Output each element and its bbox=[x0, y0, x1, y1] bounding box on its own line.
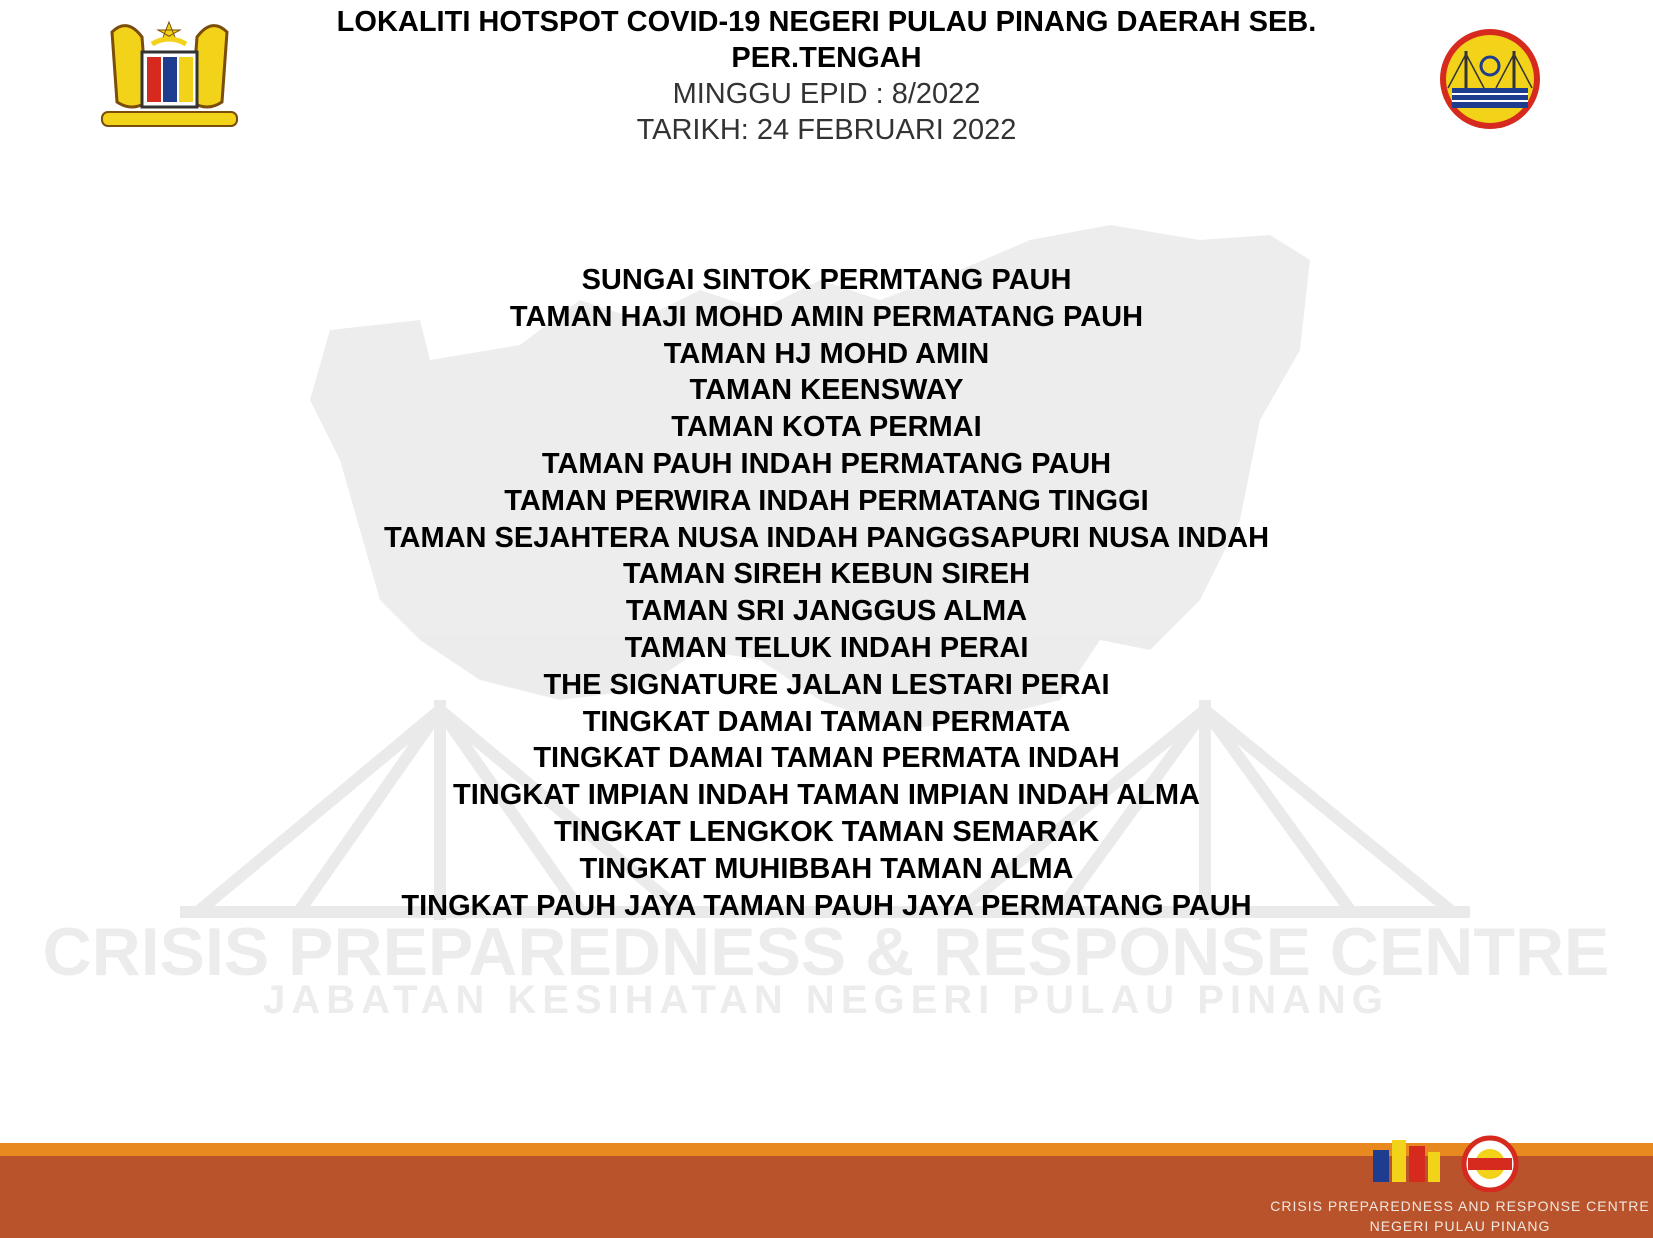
locality-item: SUNGAI SINTOK PERMTANG PAUH bbox=[581, 264, 1072, 296]
footer-line2: NEGERI PULAU PINANG bbox=[1369, 1218, 1551, 1234]
locality-item: TAMAN SIREH KEBUN SIREH bbox=[622, 558, 1031, 591]
malaysia-coat-of-arms-icon bbox=[92, 12, 247, 134]
report-date: TARIKH: 24 FEBRUARI 2022 bbox=[636, 114, 1017, 146]
locality-item: TAMAN KEENSWAY bbox=[689, 374, 964, 407]
locality-item: THE SIGNATURE JALAN LESTARI PERAI bbox=[543, 668, 1110, 701]
page-title-line1: LOKALITI HOTSPOT COVID-19 NEGERI PULAU PINANG DAERAH SEB. bbox=[336, 6, 1317, 38]
footer-text bbox=[1270, 1196, 1650, 1236]
page-title-line2: PER.TENGAH bbox=[731, 42, 922, 74]
header bbox=[300, 4, 1353, 148]
locality-item: TINGKAT PAUH JAYA TAMAN PAUH JAYA PERMATANG PAUH bbox=[401, 889, 1252, 922]
cprc-logo-icon bbox=[1368, 1132, 1538, 1192]
locality-list bbox=[0, 262, 1653, 924]
locality-item: TAMAN HAJI MOHD AMIN PERMATANG PAUH bbox=[509, 300, 1144, 333]
locality-item: TINGKAT DAMAI TAMAN PERMATA INDAH bbox=[533, 742, 1120, 775]
watermark-line1: CRISIS PREPAREDNESS & RESPONSE CENTRE bbox=[42, 914, 1610, 990]
state-health-department-logo-icon bbox=[1428, 26, 1552, 132]
locality-item: TINGKAT LENGKOK TAMAN SEMARAK bbox=[553, 815, 1100, 848]
locality-item: TAMAN PERWIRA INDAH PERMATANG TINGGI bbox=[504, 484, 1149, 517]
watermark-line2: JABATAN KESIHATAN NEGERI PULAU PINANG bbox=[263, 978, 1389, 1022]
epid-week: MINGGU EPID : 8/2022 bbox=[672, 78, 981, 110]
locality-item: TAMAN PAUH INDAH PERMATANG PAUH bbox=[541, 447, 1112, 480]
footer-line1: CRISIS PREPAREDNESS AND RESPONSE CENTRE bbox=[1270, 1198, 1650, 1214]
locality-item: TAMAN TELUK INDAH PERAI bbox=[624, 631, 1029, 664]
locality-item: TAMAN SEJAHTERA NUSA INDAH PANGGSAPURI NUSA INDAH bbox=[383, 521, 1270, 554]
locality-item: TINGKAT DAMAI TAMAN PERMATA bbox=[582, 705, 1071, 738]
locality-item: TAMAN SRI JANGGUS ALMA bbox=[625, 595, 1028, 628]
locality-item: TINGKAT IMPIAN INDAH TAMAN IMPIAN INDAH ALMA bbox=[453, 779, 1200, 812]
locality-item: TINGKAT MUHIBBAH TAMAN ALMA bbox=[579, 852, 1074, 885]
locality-item: TAMAN KOTA PERMAI bbox=[671, 411, 982, 444]
locality-item: TAMAN HJ MOHD AMIN bbox=[663, 337, 990, 370]
